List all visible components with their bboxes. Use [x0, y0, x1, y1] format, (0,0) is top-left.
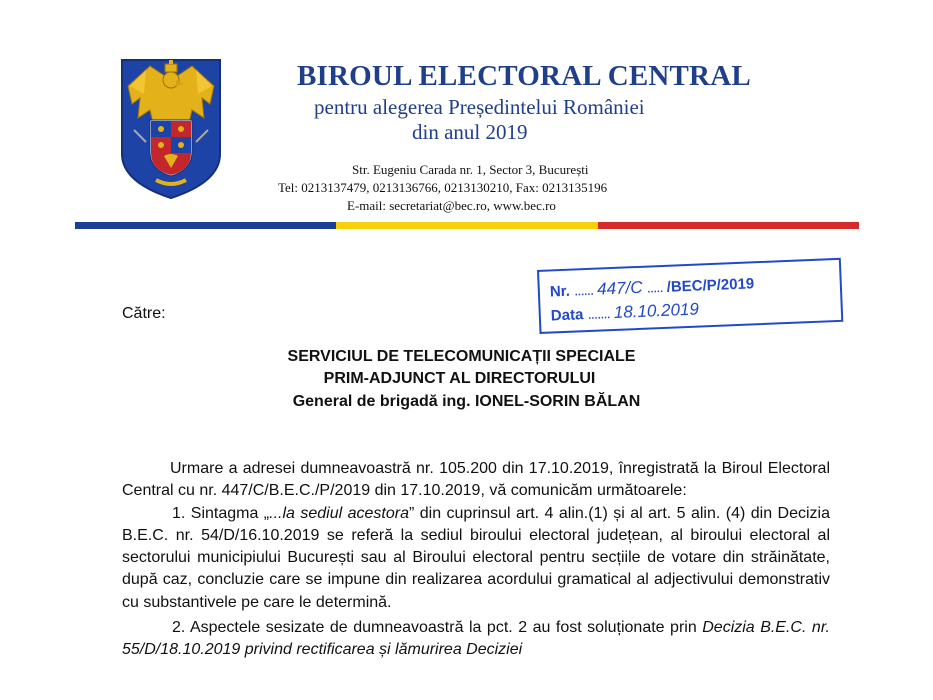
- stamp-date-dots: .......: [587, 305, 611, 324]
- recipient-label: Către:: [122, 305, 166, 322]
- institution-name: BIROUL ELECTORAL CENTRAL: [297, 60, 751, 92]
- registration-stamp: [537, 258, 843, 334]
- institution-address: Str. Eugeniu Carada nr. 1, Sector 3, București: [352, 162, 589, 177]
- item-1-text-start: 1. Sintagma „: [172, 504, 270, 522]
- stamp-number-dots-after: .....: [646, 278, 663, 297]
- tricolor-blue-band: [75, 222, 336, 229]
- tricolor-divider: [75, 222, 859, 229]
- letter-body: [122, 458, 830, 662]
- romanian-coat-of-arms-icon: [120, 58, 222, 200]
- tricolor-yellow-band: [336, 222, 597, 229]
- institution-phones: Tel: 0213137479, 0213136766, 0213130210, Fax: 0213135196: [278, 180, 608, 195]
- stamp-date-label: Data: [550, 306, 584, 325]
- recipient-position: PRIM-ADJUNCT AL DIRECTORULUI: [323, 370, 596, 387]
- recipient-organization: SERVICIUL DE TELECOMUNICAȚII SPECIALE: [287, 348, 636, 365]
- item-1-paragraph: [122, 503, 830, 614]
- item-1-quote: ...la sediul acestora: [269, 504, 409, 522]
- tricolor-red-band: [598, 222, 859, 229]
- institution-year: din anul 2019: [412, 120, 528, 144]
- item-2-decision-reference: Decizia B.E.C. nr. 55/D/18.10.2019 privind rectificarea și lămurirea Deciziei: [122, 619, 830, 659]
- stamp-number-dots-before: ......: [573, 281, 594, 300]
- institution-subtitle: pentru alegerea Președintelui României: [314, 95, 645, 119]
- item-2-text-start: 2. Aspectele sesizate de dumneavoastră la pct. 2 au fost soluționate prin: [172, 619, 703, 637]
- stamp-number-label: Nr.: [549, 282, 571, 301]
- stamp-number-handwritten: 447/C: [596, 277, 643, 299]
- stamp-date-handwritten: 18.10.2019: [613, 299, 700, 322]
- recipient-name: General de brigadă ing. IONEL-SORIN BĂLAN: [292, 393, 641, 410]
- intro-paragraph: Urmare a adresei dumneavoastră nr. 105.200 din 17.10.2019, înregistrată la Biroul Electoral Central cu nr. 447/C/B.E.C./P/2019 din 17.10.2019, vă comunicăm următoarele:: [122, 460, 830, 500]
- stamp-number-row: [549, 273, 754, 301]
- item-2-paragraph: [122, 617, 830, 662]
- item-1-text-end: ” din cuprinsul art. 4 alin.(1) și al art. 5 alin. (4) din Decizia B.E.C. nr. 54/D/16.10.2019 se referă la sediul biroului electoral județean, al biroului electoral al sectorului municipiului București sau al Biroului electoral pentru secțiile de votare din străinătate, după caz, concluzie care se impune din realizarea acordului gramatical al adjectivului demonstrativ cu substantivele pe care le determină.: [122, 504, 831, 611]
- stamp-date-row: [550, 300, 699, 326]
- institution-email-website: E-mail: secretariat@bec.ro, www.bec.ro: [347, 198, 556, 213]
- stamp-number-suffix: /BEC/P/2019: [666, 275, 755, 296]
